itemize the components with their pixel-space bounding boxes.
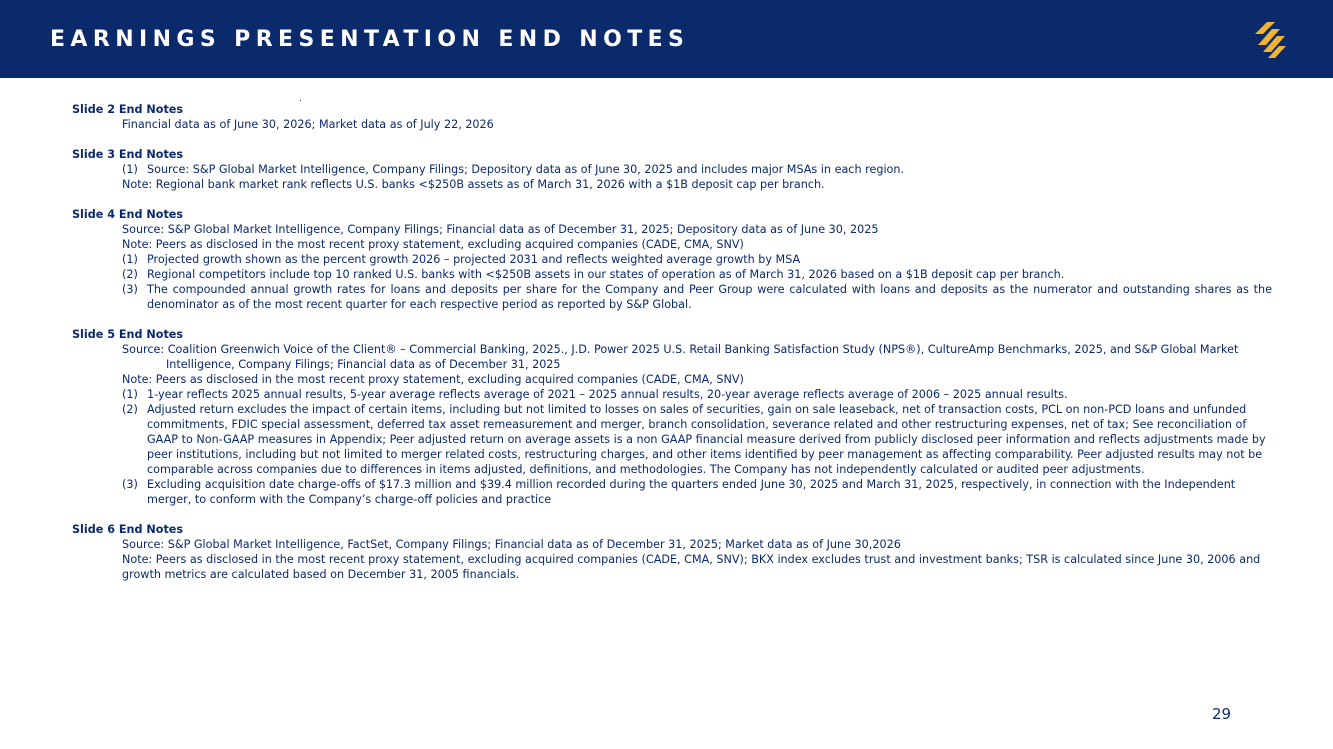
slide-3-end-notes: [72, 147, 1272, 192]
note-line: Financial data as of June 30, 2026; Market data as of July 22, 2026: [122, 118, 494, 131]
section-title: Slide 4 End Notes: [72, 208, 184, 221]
source-line: Source: S&P Global Market Intelligence, FactSet, Company Filings; Financial data as of December 31, 2025; Market data as of June 30,2026: [122, 538, 901, 551]
note-number: (3): [122, 283, 138, 296]
company-s-logo-icon: [1253, 20, 1289, 60]
numbered-note: [72, 252, 1272, 267]
note-number: (2): [122, 403, 138, 416]
note-text: The compounded annual growth rates for loans and deposits per share for the Company and Peer Group were calculated with loans and deposits as the numerator and outstanding shares as the denominator as of the most recent quarter for each respective period as reported by S&P Global.: [147, 283, 1272, 311]
numbered-note: [72, 402, 1272, 477]
source-line: Source: Coalition Greenwich Voice of the Client® – Commercial Banking, 2025., J.D. Power 2025 U.S. Retail Banking Satisfaction Study (NPS®), CultureAmp Benchmarks, 2025, and S&P Global Market Intelligence, Company Filings; Financial data as of December 31, 2025: [122, 343, 1239, 371]
note-text: Projected growth shown as the percent growth 2026 – projected 2031 and reflects weighted average growth by MSA: [147, 253, 801, 266]
source-line: Source: S&P Global Market Intelligence, Company Filings; Financial data as of December 31, 2025; Depository data as of June 30, 2025: [122, 223, 879, 236]
note-number: (3): [122, 478, 138, 491]
section-title: Slide 3 End Notes: [72, 148, 184, 161]
section-title: Slide 6 End Notes: [72, 523, 184, 536]
slide-6-end-notes: [72, 522, 1272, 582]
note-text: Source: S&P Global Market Intelligence, Company Filings; Depository data as of June 30, 2025 and includes major MSAs in each region.: [147, 163, 905, 176]
note-line: Note: Regional bank market rank reflects U.S. banks <$250B assets as of March 31, 2026 with a $1B deposit cap per branch.: [122, 178, 825, 191]
numbered-note: [72, 267, 1272, 282]
note-text: Regional competitors include top 10 ranked U.S. banks with <$250B assets in our states of operation as of March 31, 2026 based on a $1B deposit cap per branch.: [147, 268, 1065, 281]
note-text: Adjusted return excludes the impact of certain items, including but not limited to losses on sales of securities, gain on sale leaseback, net of transaction costs, PCL on non-PCD loans and unfunded commitments, FDIC special assessment, deferred tax asset remeasurement and merger, branch consolidation, severance related and other restructuring expenses, net of tax; See reconciliation of GAAP to Non-GAAP measures in Appendix; Peer adjusted return on average assets is a non GAAP financial measure derived from publicly disclosed peer information and reflects adjustments made by peer institutions, including but not limited to merger related costs, restructuring charges, and other items identified by peer management as affecting comparability. Peer adjusted results may not be comparable across companies due to differences in items adjusted, definitions, and methodologies. The Company has not independently calculated or audited peer adjustments.: [147, 403, 1266, 476]
note-number: (1): [122, 253, 138, 266]
note-line: Note: Peers as disclosed in the most recent proxy statement, excluding acquired companies (CADE, CMA, SNV): [122, 238, 744, 251]
numbered-note: [72, 477, 1272, 507]
numbered-note: [72, 162, 1272, 177]
end-notes-content: [72, 102, 1272, 597]
note-text: Excluding acquisition date charge-offs of $17.3 million and $39.4 million recorded during the quarters ended June 30, 2025 and March 31, 2025, respectively, in connection with the Independent merger, to conform with the Company’s charge-off policies and practice: [147, 478, 1236, 506]
note-number: (1): [122, 388, 138, 401]
section-title: Slide 2 End Notes: [72, 103, 184, 116]
slide-4-end-notes: [72, 207, 1272, 312]
note-line: Note: Peers as disclosed in the most recent proxy statement, excluding acquired companies (CADE, CMA, SNV); BKX index excludes trust and investment banks; TSR is calculated since June 30, 2006 and growth metrics are calculated based on December 31, 2005 financials.: [122, 553, 1261, 581]
slide-5-end-notes: [72, 327, 1272, 507]
note-line: Note: Peers as disclosed in the most recent proxy statement, excluding acquired companies (CADE, CMA, SNV): [122, 373, 744, 386]
numbered-note: [72, 282, 1272, 312]
header-bar: [0, 0, 1333, 78]
stray-dot: [300, 100, 301, 101]
note-text: 1-year reflects 2025 annual results, 5-year average reflects average of 2021 – 2025 annual results, 20-year average reflects average of 2006 – 2025 annual results.: [147, 388, 1068, 401]
section-title: Slide 5 End Notes: [72, 328, 184, 341]
note-number: (1): [122, 163, 138, 176]
page-title: EARNINGS PRESENTATION END NOTES: [50, 27, 690, 52]
page-number: 29: [1212, 705, 1232, 723]
numbered-note: [72, 387, 1272, 402]
slide-2-end-notes: [72, 102, 1272, 132]
note-number: (2): [122, 268, 138, 281]
